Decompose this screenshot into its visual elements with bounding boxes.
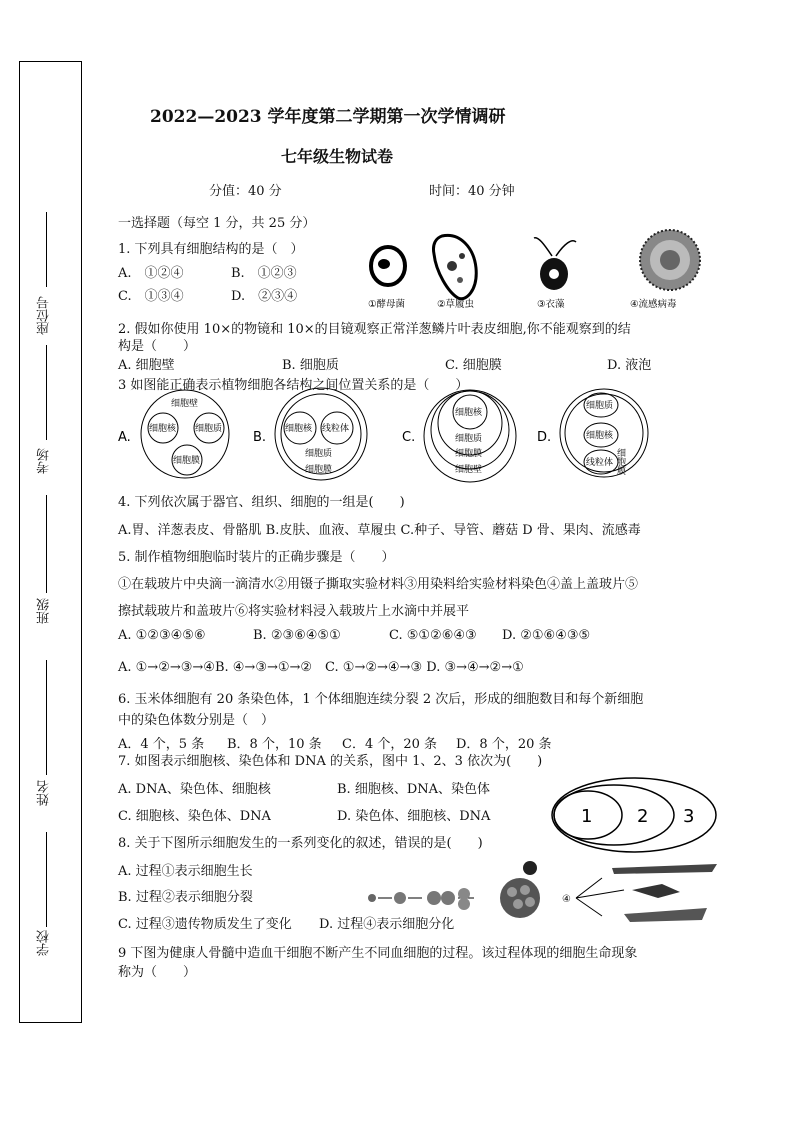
q3-letter-a: A. xyxy=(118,430,131,445)
influenza-virus-image xyxy=(640,230,700,290)
q8-option-d: D. 过程④表示细胞分化 xyxy=(319,917,455,932)
ellipse-label-3: 3 xyxy=(683,806,695,827)
q9-stem-line1: 9 下图为健康人骨髓中造血干细胞不断产生不同血细胞的过程。该过程体现的细胞生命现象 xyxy=(118,946,638,961)
a-circle3-label: 细胞膜 xyxy=(173,456,201,466)
name-blank xyxy=(46,660,47,775)
yeast-caption: ①酵母菌 xyxy=(368,299,406,310)
class-blank xyxy=(46,495,47,593)
q4-options: A.胃、洋葱表皮、骨骼肌 B.皮肤、血液、草履虫 C.种子、导管、蘑菇 D 骨、果肉、流感毒 xyxy=(118,523,641,538)
section-heading: 一选择题（每空 1 分，共 25 分） xyxy=(118,216,316,231)
c-ring4-label: 细胞壁 xyxy=(455,465,483,475)
q5-stem: 5. 制作植物细胞临时装片的正确步骤是（ ） xyxy=(118,550,395,565)
paramecium-caption: ②草履虫 xyxy=(437,299,475,310)
q8-option-a: A. 过程①表示细胞生长 xyxy=(118,864,253,879)
q5-option-a: A. ①②③④⑤⑥ xyxy=(118,628,206,643)
q5-option-d: D. ②①⑥④③⑤ xyxy=(502,628,591,643)
q3-letter-d: D. xyxy=(537,430,552,445)
diagram-a xyxy=(141,390,229,478)
q7-option-d: D. 染色体、细胞核、DNA xyxy=(337,809,491,824)
q5-option-c: C. ⑤①②⑥④③ xyxy=(389,628,477,643)
room-blank xyxy=(46,345,47,440)
q2-stem-line2: 构是（ ） xyxy=(118,339,197,354)
name-label: 姓名 xyxy=(37,780,52,806)
q6-option-b: B．8 个，10 条 xyxy=(227,737,322,752)
seat-label: 座位号 xyxy=(37,296,52,335)
b-layer2-label: 细胞膜 xyxy=(305,465,333,475)
a-circle2-label: 细胞质 xyxy=(195,424,223,434)
cell-mass xyxy=(500,861,540,918)
d-circle1-label: 细胞质 xyxy=(586,401,614,411)
paramecium-image xyxy=(433,235,476,298)
b-circle1-label: 细胞核 xyxy=(285,424,313,434)
chlamydomonas-caption: ③衣藻 xyxy=(537,299,565,310)
exam-subtitle: 七年级生物试卷 xyxy=(281,147,394,166)
q7-nested-ellipses xyxy=(550,776,718,854)
q6-stem-line2: 中的染色体数分别是（ ） xyxy=(118,713,275,728)
q6-option-c: C．4 个，20 条 xyxy=(342,737,438,752)
ellipse-label-2: 2 xyxy=(637,806,649,827)
process-mark-4: ④ xyxy=(562,894,571,905)
q1-organism-figure xyxy=(362,228,717,312)
q8-option-c: C. 过程③遗传物质发生了变化 xyxy=(118,917,292,932)
room-label: 考场 xyxy=(37,448,52,474)
c-ring1-label: 细胞核 xyxy=(455,408,483,418)
q2-stem-line1: 2. 假如你使用 10×的物镜和 10×的目镜观察正常洋葱鳞片叶表皮细胞,你不能观察到的结 xyxy=(118,322,631,337)
b-circle2-label: 线粒体 xyxy=(322,424,350,434)
d-circle2-label: 细胞核 xyxy=(586,431,614,441)
q3-stem: 3 如图能正确表示植物细胞各结构之间位置关系的是（ ） xyxy=(118,378,469,393)
q7-stem: 7. 如图表示细胞核、染色体和 DNA 的关系，图中 1、2、3 依次为( ) xyxy=(118,754,543,769)
q1-stem: 1. 下列具有细胞结构的是（ ） xyxy=(118,242,304,257)
q5-steps-line2: 擦拭载玻片和盖玻片⑥将实验材料浸入载玻片上水滴中并展平 xyxy=(118,604,470,619)
d-circle3-label: 线粒体 xyxy=(586,458,614,468)
q6-option-d: D．8 个，20 条 xyxy=(456,737,552,752)
d-side-label: 细胞膜 xyxy=(615,448,625,475)
seat-blank xyxy=(46,212,47,287)
a-outer-label: 细胞壁 xyxy=(171,399,199,409)
score-info: 分值：40 分 xyxy=(209,184,282,199)
school-label: 学校 xyxy=(37,930,52,956)
diagram-b xyxy=(275,388,367,480)
q3-letter-c: C. xyxy=(402,430,416,445)
q2-option-a: A. 细胞壁 xyxy=(118,358,175,373)
q2-option-b: B. 细胞质 xyxy=(282,358,339,373)
class-label: 班级 xyxy=(37,598,52,624)
q7-option-b: B. 细胞核、DNA、染色体 xyxy=(337,782,491,797)
q5-options-alt: A. ①→②→③→④B. ④→③→①→② C. ①→②→④→③ D. ③→④→②→① xyxy=(118,660,524,675)
yeast-image xyxy=(371,247,405,285)
q9-stem-line2: 称为（ ） xyxy=(118,965,197,980)
q1-option-a: A. ①②④ xyxy=(118,266,184,281)
time-info: 时间：40 分钟 xyxy=(429,184,515,199)
diagram-d xyxy=(560,389,648,477)
q1-option-b: B. ①②③ xyxy=(231,266,297,281)
q1-option-d: D. ②③④ xyxy=(231,289,298,304)
q3-letter-b: B. xyxy=(253,430,267,445)
q4-stem: 4. 下列依次属于器官、组织、细胞的一组是( ) xyxy=(118,495,405,510)
q3-cell-diagrams xyxy=(118,390,648,485)
q8-option-b: B. 过程②表示细胞分裂 xyxy=(118,890,253,905)
q6-option-a: A．4 个，5 条 xyxy=(118,737,205,752)
differentiated-tissues xyxy=(576,864,717,922)
chlamydomonas-image xyxy=(534,238,576,290)
diagram-c xyxy=(424,390,516,482)
school-blank xyxy=(46,832,47,927)
q6-stem-line1: 6. 玉米体细胞有 20 条染色体，1 个体细胞连续分裂 2 次后，形成的细胞数目和每个新细胞 xyxy=(118,692,644,707)
virus-caption: ④流感病毒 xyxy=(630,299,677,310)
q8-stem: 8. 关于下图所示细胞发生的一系列变化的叙述，错误的是( ) xyxy=(118,836,483,851)
q2-option-d: D. 液泡 xyxy=(607,358,652,373)
q8-cell-process-figure xyxy=(362,858,722,928)
b-layer1-label: 细胞质 xyxy=(305,449,333,459)
exam-title: 2022—2023 学年度第二学期第一次学情调研 xyxy=(150,107,506,127)
q5-option-b: B. ②③⑥④⑤① xyxy=(253,628,341,643)
single-cells xyxy=(368,888,474,910)
a-circle1-label: 细胞核 xyxy=(149,424,177,434)
binding-strip xyxy=(19,61,82,1023)
q5-steps-line1: ①在载玻片中央滴一滴清水②用镊子撕取实验材料③用染料给实验材料染色④盖上盖玻片⑤ xyxy=(118,577,639,592)
ellipse-label-1: 1 xyxy=(581,806,593,827)
c-ring3-label: 细胞膜 xyxy=(455,449,483,459)
q2-option-c: C. 细胞膜 xyxy=(445,358,502,373)
c-ring2-label: 细胞质 xyxy=(455,434,483,444)
q1-option-c: C. ①③④ xyxy=(118,289,184,304)
q7-option-a: A. DNA、染色体、细胞核 xyxy=(118,782,271,797)
q7-option-c: C. 细胞核、染色体、DNA xyxy=(118,809,271,824)
